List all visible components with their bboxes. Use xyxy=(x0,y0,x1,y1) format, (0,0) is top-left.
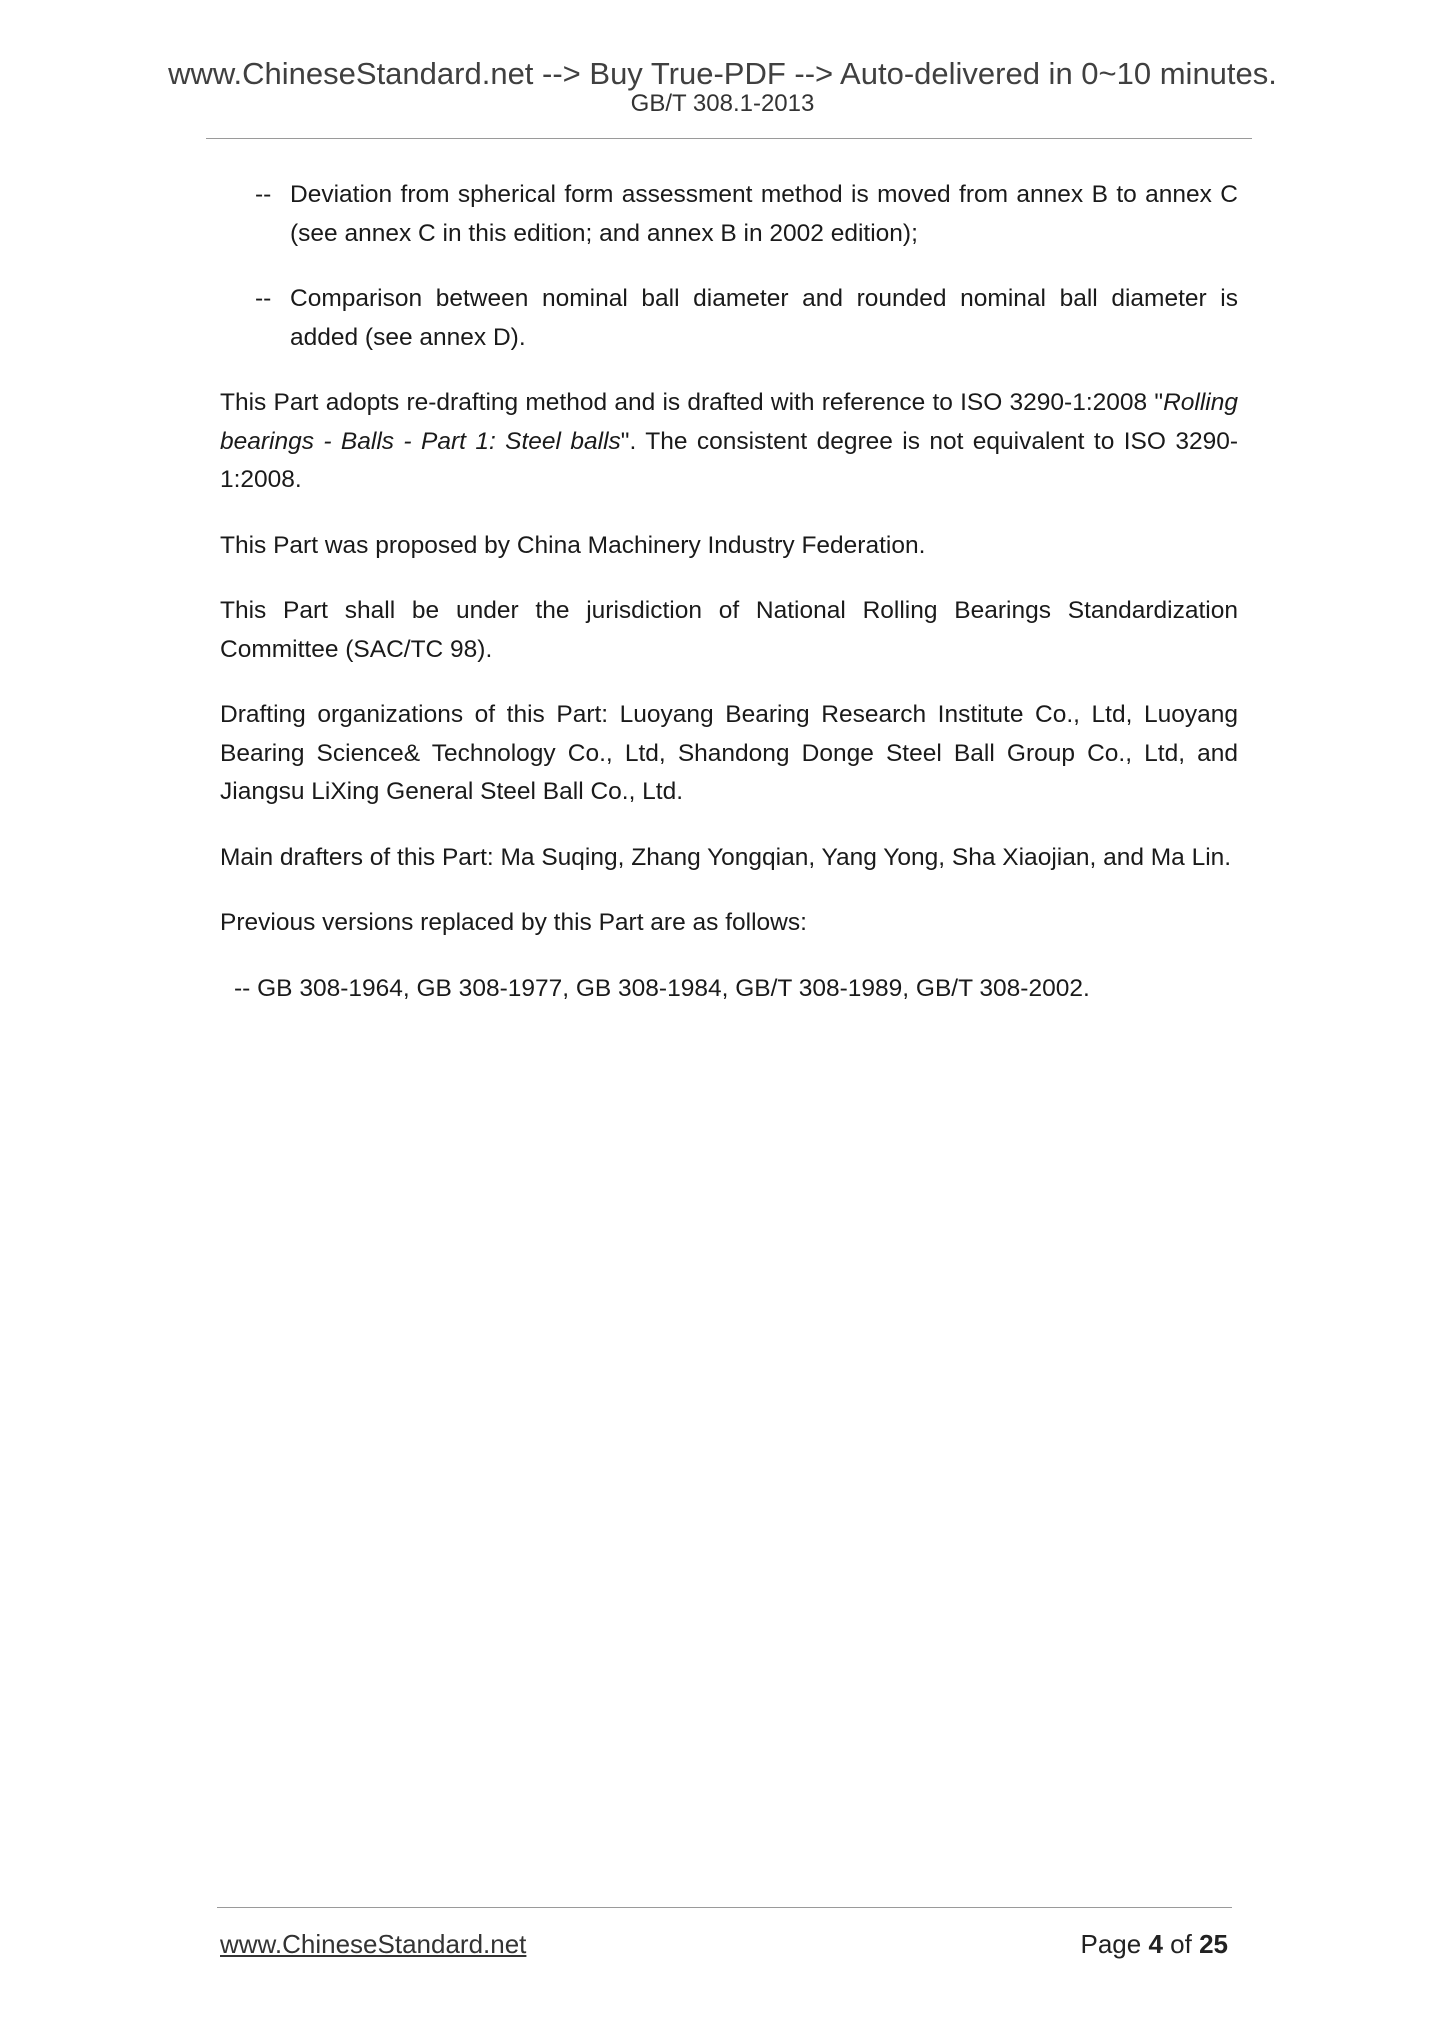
adoption-paragraph xyxy=(220,384,1238,500)
header-divider xyxy=(206,138,1252,139)
adoption-after: ". The consistent degree is not equivalent to ISO 3290-1:2008. xyxy=(220,427,1238,493)
change-text: Deviation from spherical form assessment method is moved from annex B to annex C (see annex C in this edition; and annex B in 2002 edition); xyxy=(290,181,1238,247)
adoption-before: This Part adopts re-drafting method and is drafted with reference to ISO 3290-1:2008 " xyxy=(220,389,1164,416)
iso-title: Rolling bearings - Balls - Part 1: Steel balls xyxy=(220,389,1238,455)
document-body xyxy=(220,176,1238,1008)
proposed-paragraph: This Part was proposed by China Machinery Industry Federation. xyxy=(220,531,926,559)
change-item xyxy=(255,280,1238,357)
previous-versions-list: -- GB 308-1964, GB 308-1977, GB 308-1984, GB/T 308-1989, GB/T 308-2002. xyxy=(234,974,1090,1002)
jurisdiction-paragraph: This Part shall be under the jurisdiction of National Rolling Bearings Standardization Committee (SAC/TC 98). xyxy=(220,597,1238,663)
dash-marker: -- xyxy=(255,181,272,208)
footer-website-link[interactable]: www.ChineseStandard.net xyxy=(220,1929,527,1959)
page-number: 4 xyxy=(1148,1929,1163,1959)
header-banner[interactable]: www.ChineseStandard.net --> Buy True-PDF --> Auto-delivered in 0~10 minutes. xyxy=(168,56,1277,91)
drafters-paragraph: Main drafters of this Part: Ma Suqing, Zhang Yongqian, Yang Yong, Sha Xiaojian, and Ma Lin. xyxy=(220,843,1232,871)
page-indicator xyxy=(1080,1929,1228,1960)
standard-code: GB/T 308.1-2013 xyxy=(630,90,815,117)
drafting-orgs-paragraph: Drafting organizations of this Part: Luoyang Bearing Research Institute Co., Ltd, Luoyang Bearing Science& Technology Co., Ltd, Shandong Donge Steel Ball Group Co., Ltd, and Jiangsu LiXing General Steel Ball Co., Ltd. xyxy=(220,701,1238,805)
dash-marker: -- xyxy=(255,285,272,312)
page-total: 25 xyxy=(1199,1929,1228,1959)
page-of: of xyxy=(1170,1929,1192,1959)
previous-versions-intro: Previous versions replaced by this Part are as follows: xyxy=(220,909,807,936)
change-item xyxy=(255,176,1238,253)
page-prefix: Page xyxy=(1080,1929,1142,1959)
footer-divider xyxy=(217,1907,1232,1908)
change-text: Comparison between nominal ball diameter and rounded nominal ball diameter is added (see annex D). xyxy=(290,285,1238,351)
